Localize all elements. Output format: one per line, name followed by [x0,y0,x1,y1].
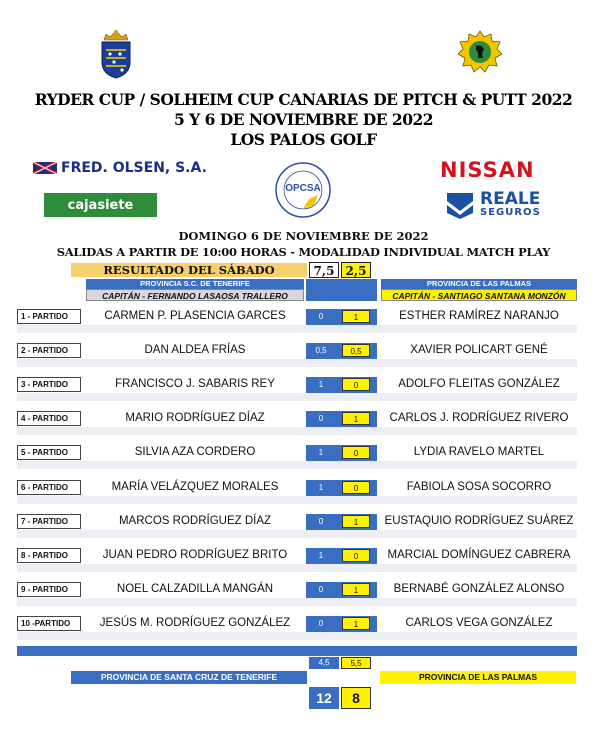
match-day-date: DOMINGO 6 DE NOVIEMBRE DE 2022 [178,229,429,243]
province-label-tenerife: PROVINCIA DE SANTA CRUZ DE TENERIFE [71,671,307,684]
table-row [0,445,607,461]
match-number-label: 10 -PARTIDO [17,616,81,631]
match-number-label: 5 - PARTIDO [17,445,81,460]
score-tenerife: 1 [318,551,324,560]
reale-text: REALE [480,188,541,209]
sunday-total-tenerife: 4,5 [309,657,339,669]
reale-shield-icon [445,189,475,219]
final-score-laspalmas: 8 [341,687,371,709]
captain-tenerife: CAPITÁN - FERNANDO LASAOSA TRALLERO [86,289,304,301]
table-row [0,548,607,564]
match-number-label: 9 - PARTIDO [17,582,81,597]
score-tenerife: 0 [318,619,324,628]
table-row [0,343,607,359]
table-row [0,411,607,427]
table-row [0,616,607,632]
score-laspalmas: 1 [342,515,370,528]
row-separator [17,461,577,469]
score-tenerife: 1 [318,380,324,389]
province-label-laspalmas: PROVINCIA DE LAS PALMAS [380,671,576,684]
sunday-total-laspalmas: 5,5 [341,657,371,669]
fred-olsen-flag-icon [33,162,57,174]
event-dates: 5 Y 6 DE NOVIEMBRE DE 2022 [173,110,434,129]
score-laspalmas: 0 [342,446,370,459]
player-tenerife: SILVIA AZA CORDERO [134,446,256,458]
player-tenerife: MARIO RODRÍGUEZ DÍAZ [125,412,265,424]
score-tenerife: 1 [318,448,324,457]
player-tenerife: JUAN PEDRO RODRÍGUEZ BRITO [102,549,288,561]
cajasiete-logo [44,193,157,217]
nissan-logo [440,158,535,182]
player-laspalmas: ESTHER RAMÍREZ NARANJO [399,310,559,322]
match-number-label: 4 - PARTIDO [17,411,81,426]
player-laspalmas: ADOLFO FLEITAS GONZÁLEZ [398,378,560,390]
table-row [0,514,607,530]
table-row [0,480,607,496]
las-palmas-golf-emblem-icon [457,30,503,74]
player-tenerife: FRANCISCO J. SABARIS REY [115,378,275,390]
match-number-label: 7 - PARTIDO [17,514,81,529]
score-laspalmas: 1 [342,310,370,323]
player-tenerife: JESÚS M. RODRÍGUEZ GONZÁLEZ [99,617,291,629]
score-laspalmas: 1 [342,617,370,630]
seguros-text: SEGUROS [480,206,541,218]
player-laspalmas: MARCIAL DOMÍNGUEZ CABRERA [387,549,571,561]
row-separator [17,632,577,640]
row-separator [17,359,577,367]
saturday-score-tenerife: 7,5 [309,262,339,278]
row-separator [17,496,577,504]
match-number-label: 6 - PARTIDO [17,480,81,495]
opcsa-seal-icon [274,161,332,219]
canarias-golf-federation-crest-icon [96,28,136,80]
table-row [0,377,607,393]
table-row [0,309,607,325]
score-tenerife: 1 [318,483,324,492]
row-separator [17,393,577,401]
player-laspalmas: CARLOS VEGA GONZÁLEZ [405,617,553,629]
match-number-label: 1 - PARTIDO [17,309,81,324]
row-separator [17,564,577,572]
score-tenerife: 0 [318,585,324,594]
player-laspalmas: XAVIER POLICART GENÉ [410,344,548,356]
row-separator [17,325,577,333]
player-tenerife: MARÍA VELÁZQUEZ MORALES [111,481,279,493]
table-row [0,582,607,598]
opcsa-text: OPCSA [285,183,321,194]
player-laspalmas: BERNABÉ GONZÁLEZ ALONSO [393,583,565,595]
player-laspalmas: EUSTAQUIO RODRÍGUEZ SUÁREZ [384,515,574,527]
header-score-band [306,279,377,301]
score-laspalmas: 0 [342,481,370,494]
player-laspalmas: FABIOLA SOSA SOCORRO [406,481,552,493]
final-score-tenerife: 12 [309,687,339,709]
start-time-modality: SALIDAS A PARTIR DE 10:00 HORAS - MODALIDAD INDIVIDUAL MATCH PLAY [56,245,551,259]
player-tenerife: NOEL CALZADILLA MANGÁN [116,583,274,595]
player-laspalmas: CARLOS J. RODRÍGUEZ RIVERO [389,412,569,424]
cajasiete-text: cajasiete [67,197,134,213]
player-tenerife: MARCOS RODRÍGUEZ DÍAZ [118,515,272,527]
score-tenerife: 0 [318,312,324,321]
score-tenerife: 0 [318,414,324,423]
row-separator [17,530,577,538]
event-title: RYDER CUP / SOLHEIM CUP CANARIAS DE PITCH & PUTT 2022 [34,90,573,109]
saturday-score-laspalmas: 2,5 [341,262,371,278]
player-laspalmas: LYDIA RAVELO MARTEL [413,446,545,458]
table-footer-band [17,646,577,656]
score-laspalmas: 0 [342,378,370,391]
captain-laspalmas: CAPITÁN - SANTIAGO SANTANA MONZÓN [381,289,577,301]
fred-olsen-text: FRED. OLSEN, S.A. [61,160,207,176]
fred-olsen-logo [33,160,207,176]
score-laspalmas: 0,5 [342,344,370,357]
reale-seguros-logo [445,187,565,221]
row-separator [17,598,577,606]
score-tenerife: 0,5 [315,346,327,355]
match-number-label: 8 - PARTIDO [17,548,81,563]
nissan-text: NISSAN [440,158,535,182]
player-tenerife: DAN ALDEA FRÍAS [144,344,246,356]
player-tenerife: CARMEN P. PLASENCIA GARCES [104,310,286,322]
score-laspalmas: 1 [342,583,370,596]
team-header-tenerife: PROVINCIA S.C. DE TENERIFE [86,279,304,289]
match-number-label: 3 - PARTIDO [17,377,81,392]
event-venue: LOS PALOS GOLF [230,130,377,149]
row-separator [17,427,577,435]
score-tenerife: 0 [318,517,324,526]
match-number-label: 2 - PARTIDO [17,343,81,358]
score-laspalmas: 1 [342,412,370,425]
team-header-laspalmas: PROVINCIA DE LAS PALMAS [381,279,577,289]
score-laspalmas: 0 [342,549,370,562]
saturday-result-label: RESULTADO DEL SÁBADO [71,263,307,277]
